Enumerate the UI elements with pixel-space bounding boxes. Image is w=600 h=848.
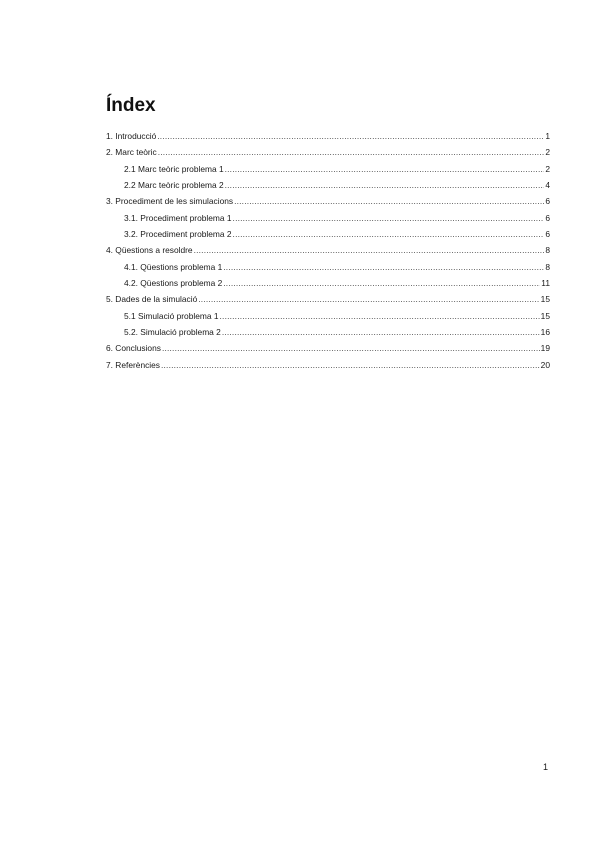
toc-entry-page: 6 [545,196,550,207]
toc-entry-label: 4.2. Qüestions problema 2 [124,278,223,289]
toc-entry-page: 8 [545,245,550,256]
toc-entry-questions-problema-2[interactable] [106,275,550,291]
toc-entry-page: 16 [540,327,550,338]
toc-dot-leader [198,291,539,307]
toc-dot-leader [225,177,545,193]
toc-entry-page: 11 [541,278,550,289]
toc-entry-page: 6 [545,229,550,240]
toc-entry-label: 3. Procediment de les simulacions [106,196,234,207]
toc-dot-leader [225,161,545,177]
toc-entry-marc-teoric[interactable] [106,144,550,160]
toc-entry-page: 2 [545,163,550,174]
toc-entry-procediment[interactable] [106,193,550,209]
toc-entry-label: 2.1 Marc teòric problema 1 [124,163,224,174]
toc-entry-label: 5.1 Simulació problema 1 [124,310,219,321]
toc-dot-leader [220,308,540,324]
toc-entry-simulacio-problema-1[interactable] [106,308,550,324]
toc-dot-leader [233,210,545,226]
toc-entry-questions[interactable] [106,242,550,258]
toc-entry-introduccio[interactable] [106,128,550,144]
toc-dot-leader [234,193,544,209]
toc-entry-label: 5. Dades de la simulació [106,294,198,305]
toc-dot-leader [223,259,544,275]
toc-entry-conclusions[interactable] [106,340,550,356]
toc-dot-leader [161,357,540,373]
toc-entry-marc-teoric-problema-1[interactable] [106,161,550,177]
toc-entry-page: 6 [545,212,550,223]
toc-entry-simulacio-problema-2[interactable] [106,324,550,340]
toc-entry-label: 6. Conclusions [106,343,161,354]
toc-dot-leader [222,324,540,340]
toc-entry-procediment-problema-2[interactable] [106,226,550,242]
toc-entry-questions-problema-1[interactable] [106,259,550,275]
toc-entry-label: 2. Marc teòric [106,147,157,158]
page-number: 1 [542,762,548,772]
toc-entry-label: 1. Introducció [106,131,157,141]
toc-entry-procediment-problema-1[interactable] [106,210,550,226]
table-of-contents [106,128,550,373]
toc-entry-page: 15 [540,294,550,305]
toc-entry-page: 8 [545,261,550,272]
toc-dot-leader [233,226,545,242]
toc-entry-referencies[interactable] [106,357,550,373]
toc-entry-page: 1 [545,131,550,141]
toc-dot-leader [194,242,545,258]
toc-entry-label: 5.2. Simulació problema 2 [124,327,221,338]
toc-entry-label: 3.2. Procediment problema 2 [124,229,232,240]
toc-dot-leader [223,275,540,291]
toc-entry-dades-simulacio[interactable] [106,291,550,307]
toc-entry-page: 4 [545,180,550,191]
toc-entry-page: 15 [540,310,550,321]
toc-entry-label: 4.1. Qüestions problema 1 [124,261,223,272]
toc-dot-leader [157,128,544,144]
toc-entry-label: 3.1. Procediment problema 1 [124,212,232,223]
toc-entry-label: 2.2 Marc teòric problema 2 [124,180,224,191]
toc-entry-label: 4. Qüestions a resoldre [106,245,193,256]
toc-entry-page: 2 [545,147,550,158]
toc-dot-leader [162,340,540,356]
toc-entry-marc-teoric-problema-2[interactable] [106,177,550,193]
toc-entry-label: 7. Referències [106,359,160,370]
toc-title: Índex [106,95,156,116]
toc-entry-page: 19 [540,343,550,354]
toc-entry-page: 20 [540,359,550,370]
toc-dot-leader [158,144,545,160]
